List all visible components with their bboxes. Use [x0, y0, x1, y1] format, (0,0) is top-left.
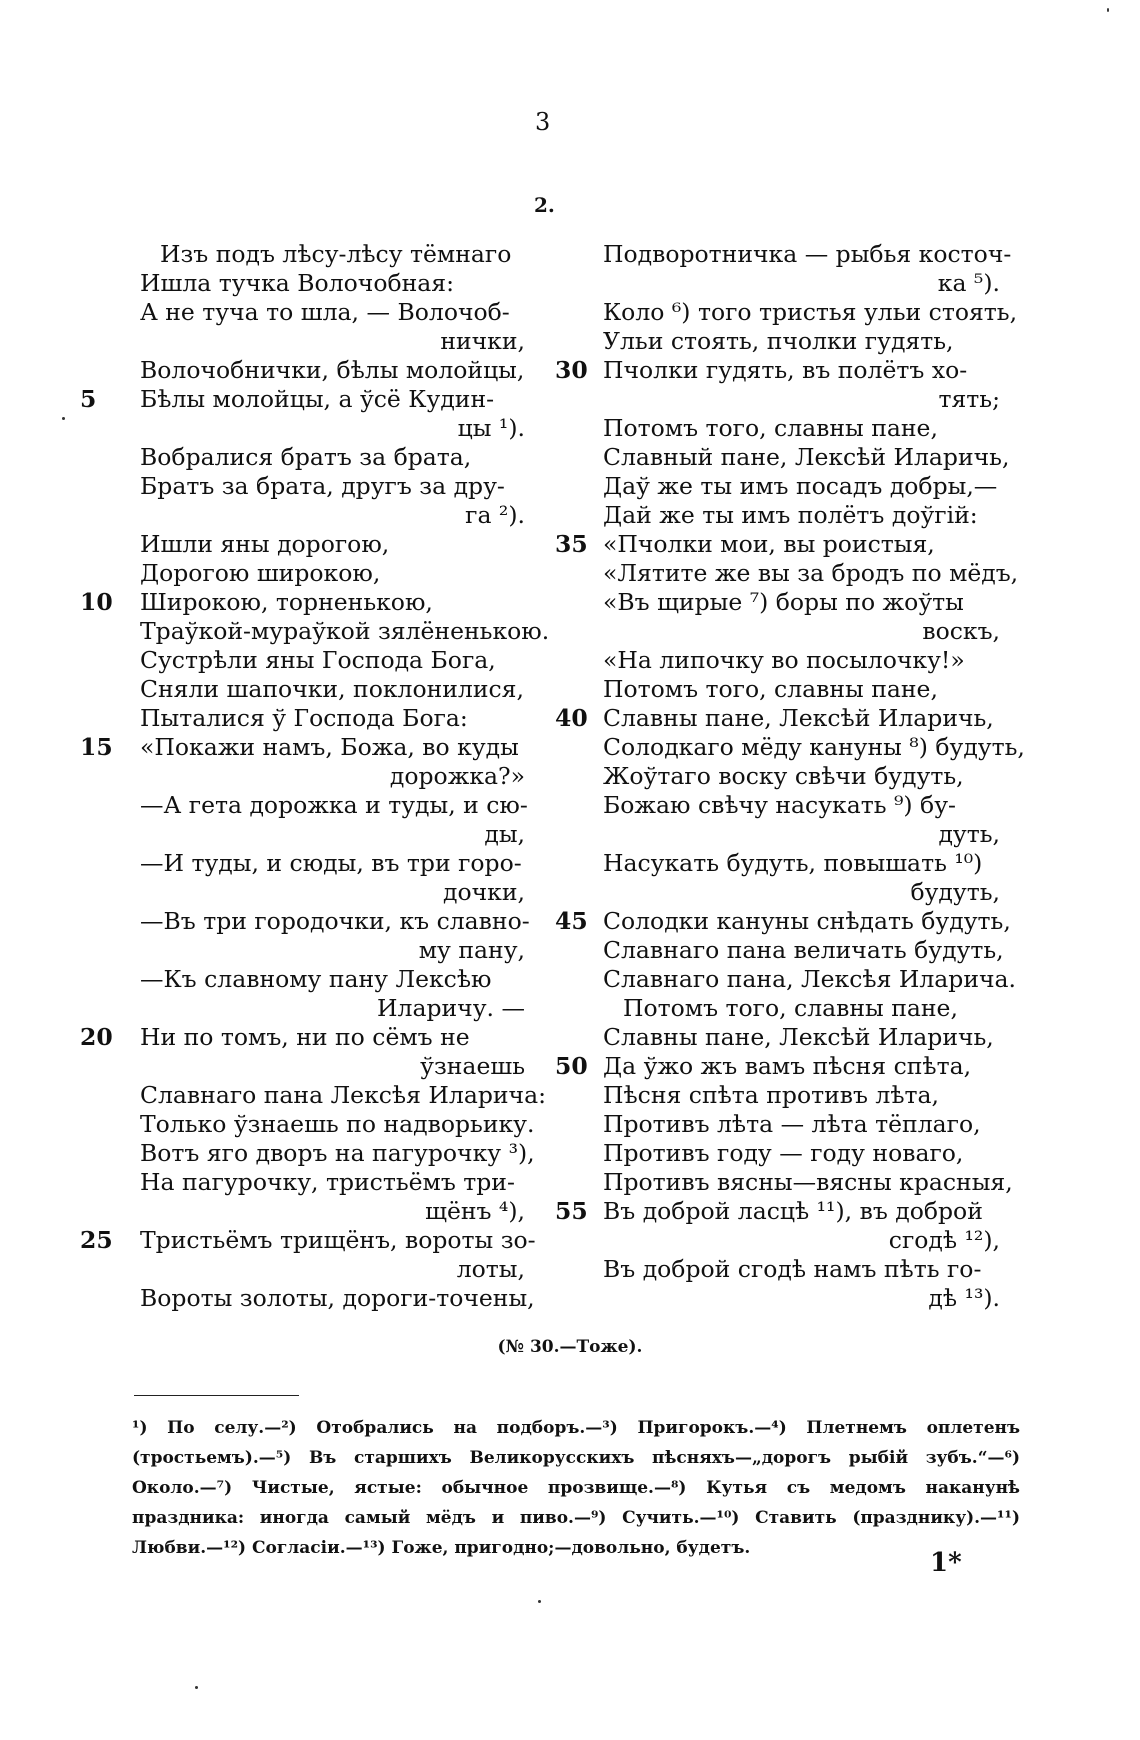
- verse-text: Ишли яны дорогою,: [140, 530, 390, 558]
- verse-line: [555, 1197, 1010, 1226]
- verse-line: [555, 1139, 1010, 1168]
- verse-text: Изъ подъ лѣсу-лѣсу тёмнаго: [160, 240, 512, 268]
- verse-text: Ульи стоять, пчолки гудять,: [603, 327, 954, 355]
- verse-line: [80, 269, 535, 298]
- verse-text: щёнъ ⁴),: [425, 1197, 525, 1225]
- verse-line: [555, 675, 1010, 704]
- line-number: 5: [80, 385, 97, 413]
- verse-text: Даў же ты имъ посадъ добры,—: [603, 472, 998, 500]
- verse-line: [80, 298, 535, 327]
- verse-line: [80, 472, 535, 501]
- verse-line: [80, 849, 535, 878]
- verse-text: Солодкаго мёду кануны ⁸) будуть,: [603, 733, 1025, 761]
- verse-text: «Лятите же вы за бродъ по мёдъ,: [603, 559, 1019, 587]
- verse-text: Въ доброй ласцѣ ¹¹), въ доброй: [603, 1197, 983, 1225]
- left-column: [80, 240, 550, 1313]
- verse-text: Славнаго пана Лексѣя Иларича:: [140, 1081, 547, 1109]
- verse-text: Братъ за брата, другъ за дру-: [140, 472, 505, 500]
- verse-line: [80, 501, 535, 530]
- verse-text: га ²).: [465, 501, 525, 529]
- verse-text: Славный пане, Лексѣй Иларичь,: [603, 443, 1010, 471]
- verse-line: [555, 240, 1010, 269]
- verse-text: Волочобнички, бѣлы молойцы,: [140, 356, 525, 384]
- verse-text: Потомъ того, славны пане,: [603, 675, 938, 703]
- verse-line: [555, 907, 1010, 936]
- verse-text: будуть,: [910, 878, 1000, 906]
- line-number: 40: [555, 704, 588, 732]
- verse-text: тять;: [938, 385, 1000, 413]
- verse-text: нички,: [440, 327, 525, 355]
- footnotes: ¹) По селу.—²) Отобрались на подборъ.—³) Пригорокъ.—⁴) Плетнемъ оплетенъ (тростьемъ).—⁵) Въ старшихъ Великорусскихъ пѣсняхъ—„дорогъ рыбій зубъ.“—⁶) Около.—⁷) Чистые, ястые: обычное прозвище.—⁸) Кутья съ медомъ наканунѣ праздника: иногда самый мёдъ и пиво.—⁹) Сучить.—¹⁰) Ставить (празднику).—¹¹) Любви.—¹²) Согласiи.—¹³) Гоже, пригодно;—довольно, будетъ.: [132, 1418, 1020, 1558]
- verse-text: дѣ ¹³).: [928, 1284, 1000, 1312]
- line-number: 55: [555, 1197, 588, 1225]
- verse-text: Коло ⁶) того тристья ульи стоять,: [603, 298, 1018, 326]
- verse-line: [555, 820, 1010, 849]
- verse-text: Дорогою широкою,: [140, 559, 381, 587]
- verse-text: Славны пане, Лексѣй Иларичь,: [603, 704, 994, 732]
- verse-text: дочки,: [443, 878, 525, 906]
- verse-text: Противъ вясны—вясны красныя,: [603, 1168, 1013, 1196]
- verse-text: Ни по томъ, ни по сёмъ не: [140, 1023, 470, 1051]
- verse-text: дуть,: [938, 820, 1000, 848]
- verse-line: [80, 733, 535, 762]
- page-number: 3: [535, 108, 551, 136]
- verse-text: Да ўжо жъ вамъ пѣсня спѣта,: [603, 1052, 972, 1080]
- verse-line: [80, 1110, 535, 1139]
- verse-line: [555, 849, 1010, 878]
- verse-line: [555, 588, 1010, 617]
- verse-text: дорожка?»: [389, 762, 525, 790]
- verse-line: [555, 936, 1010, 965]
- verse-line: [80, 617, 550, 646]
- verse-text: Вобралися братъ за брата,: [140, 443, 472, 471]
- verse-line: [80, 588, 535, 617]
- verse-line: [80, 704, 535, 733]
- poem-number: 2.: [534, 193, 555, 217]
- verse-text: лоты,: [456, 1255, 525, 1283]
- source-caption: (№ 30.—Тоже).: [497, 1337, 643, 1357]
- verse-text: На пагурочку, тристьёмъ три-: [140, 1168, 515, 1196]
- right-column: [555, 240, 1025, 1313]
- verse-text: Противъ году — году новаго,: [603, 1139, 964, 1167]
- verse-text: А не туча то шла, — Волочоб-: [140, 298, 510, 326]
- verse-line: [80, 907, 535, 936]
- verse-text: Славнаго пана, Лексѣя Иларича.: [603, 965, 1017, 993]
- print-speck: [538, 1600, 541, 1603]
- verse-line: [555, 501, 1010, 530]
- line-number: 50: [555, 1052, 588, 1080]
- verse-text: «Покажи намъ, Божа, во куды: [140, 733, 519, 761]
- verse-text: Ишла тучка Волочобная:: [140, 269, 455, 297]
- verse-text: —И туды, и сюды, въ три горо-: [140, 849, 522, 877]
- verse-text: Подворотничка — рыбья косточ-: [603, 240, 1012, 268]
- verse-line: [80, 1226, 535, 1255]
- verse-line: [555, 1052, 1010, 1081]
- verse-line: [80, 994, 535, 1023]
- verse-line: [555, 1284, 1010, 1313]
- verse-line: [555, 298, 1018, 327]
- verse-text: Славнаго пана величать будуть,: [603, 936, 1004, 964]
- verse-line: [80, 385, 535, 414]
- verse-line: [555, 385, 1010, 414]
- verse-line: [555, 762, 1010, 791]
- verse-line: [80, 1023, 535, 1052]
- verse-text: Сняли шапочки, поклонилися,: [140, 675, 524, 703]
- verse-line: [555, 994, 1010, 1023]
- verse-line: [555, 356, 1010, 385]
- verse-line: [555, 617, 1010, 646]
- verse-line: [80, 327, 535, 356]
- verse-line: [555, 414, 1010, 443]
- verse-line: [555, 472, 1010, 501]
- verse-text: Потомъ того, славны пане,: [603, 414, 938, 442]
- verse-line: [80, 675, 535, 704]
- line-number: 30: [555, 356, 588, 384]
- verse-text: Въ доброй сгодѣ намъ пѣть го-: [603, 1255, 982, 1283]
- verse-text: цы ¹).: [457, 414, 525, 442]
- line-number: 35: [555, 530, 588, 558]
- verse-line: [80, 965, 535, 994]
- verse-line: [555, 704, 1010, 733]
- verse-line: [80, 762, 535, 791]
- verse-line: [80, 414, 535, 443]
- verse-text: Вотъ яго дворъ на пагурочку ³),: [140, 1139, 535, 1167]
- verse-text: Только ўзнаешь по надворьику.: [140, 1110, 535, 1138]
- verse-text: —Въ три городочки, къ славно-: [140, 907, 530, 935]
- verse-line: [555, 269, 1010, 298]
- verse-text: Тристьёмъ трищёнъ, вороты зо-: [140, 1226, 536, 1254]
- verse-line: [555, 646, 1010, 675]
- verse-line: [80, 1052, 535, 1081]
- verse-text: Дай же ты имъ полётъ доўгiй:: [603, 501, 978, 529]
- verse-line: [555, 559, 1019, 588]
- verse-line: [555, 1081, 1010, 1110]
- verse-line: [80, 1197, 535, 1226]
- verse-text: воскъ,: [922, 617, 1000, 645]
- print-speck: [195, 1686, 198, 1689]
- verse-text: Вороты золоты, дороги-точены,: [140, 1284, 535, 1312]
- verse-line: [555, 443, 1010, 472]
- verse-text: сгодѣ ¹²),: [888, 1226, 1000, 1254]
- verse-line: [80, 791, 535, 820]
- line-number: 10: [80, 588, 113, 616]
- verse-text: Насукать будуть, повышать ¹⁰): [603, 849, 983, 877]
- verse-line: [80, 646, 535, 675]
- verse-text: Жоўтаго воску свѣчи будуть,: [603, 762, 964, 790]
- line-number: 20: [80, 1023, 113, 1051]
- verse-text: Бѣлы молойцы, а ўсё Кудин-: [140, 385, 495, 413]
- verse-text: ды,: [484, 820, 525, 848]
- verse-line: [555, 878, 1010, 907]
- verse-text: Пѣсня спѣта противъ лѣта,: [603, 1081, 940, 1109]
- verse-line: [555, 965, 1017, 994]
- verse-text: ка ⁵).: [937, 269, 1000, 297]
- verse-text: Пчолки гудять, въ полётъ хо-: [603, 356, 968, 384]
- verse-line: [80, 1139, 535, 1168]
- verse-text: Противъ лѣта — лѣта тёплаго,: [603, 1110, 981, 1138]
- line-number: 25: [80, 1226, 113, 1254]
- verse-line: [80, 936, 535, 965]
- verse-line: [80, 443, 535, 472]
- verse-line: [555, 1168, 1013, 1197]
- verse-text: Траўкой-мураўкой зялёненькою.: [140, 617, 550, 645]
- verse-line: [80, 820, 535, 849]
- signature-mark: 1*: [930, 1548, 962, 1578]
- verse-line: [80, 530, 535, 559]
- verse-line: [80, 240, 535, 269]
- verse-line: [555, 1023, 1010, 1052]
- footnote-divider: [134, 1395, 299, 1396]
- verse-text: Широкою, торненькою,: [140, 588, 433, 616]
- verse-text: «Въ щирые ⁷) боры по жоўты: [603, 588, 964, 616]
- verse-text: Пыталися ў Господа Бога:: [140, 704, 468, 732]
- verse-line: [555, 791, 1010, 820]
- print-speck: [62, 417, 65, 420]
- verse-text: Славны пане, Лексѣй Иларичь,: [603, 1023, 994, 1051]
- verse-line: [555, 1226, 1010, 1255]
- verse-line: [80, 878, 535, 907]
- verse-text: —Къ славному пану Лексѣю: [140, 965, 492, 993]
- verse-text: Иларичу. —: [377, 994, 525, 1022]
- verse-text: ўзнаешь: [420, 1052, 525, 1080]
- verse-text: «Пчолки мои, вы роистыя,: [603, 530, 935, 558]
- verse-text: Потомъ того, славны пане,: [623, 994, 958, 1022]
- verse-text: Божаю свѣчу насукать ⁹) бу-: [603, 791, 956, 819]
- verse-line: [80, 1081, 547, 1110]
- verse-line: [80, 1284, 535, 1313]
- verse-text: —А гета дорожка и туды, и сю-: [140, 791, 528, 819]
- verse-line: [555, 1110, 1010, 1139]
- verse-text: Сустрѣли яны Господа Бога,: [140, 646, 496, 674]
- verse-line: [80, 1168, 535, 1197]
- line-number: 15: [80, 733, 113, 761]
- verse-line: [555, 327, 1010, 356]
- print-speck: [1107, 8, 1109, 12]
- verse-text: «На липочку во посылочку!»: [603, 646, 965, 674]
- verse-line: [555, 733, 1025, 762]
- verse-text: му пану,: [418, 936, 525, 964]
- verse-line: [80, 559, 535, 588]
- verse-line: [80, 356, 535, 385]
- verse-line: [555, 1255, 1010, 1284]
- line-number: 45: [555, 907, 588, 935]
- verse-text: Солодки кануны снѣдать будуть,: [603, 907, 1011, 935]
- verse-line: [80, 1255, 535, 1284]
- verse-line: [555, 530, 1010, 559]
